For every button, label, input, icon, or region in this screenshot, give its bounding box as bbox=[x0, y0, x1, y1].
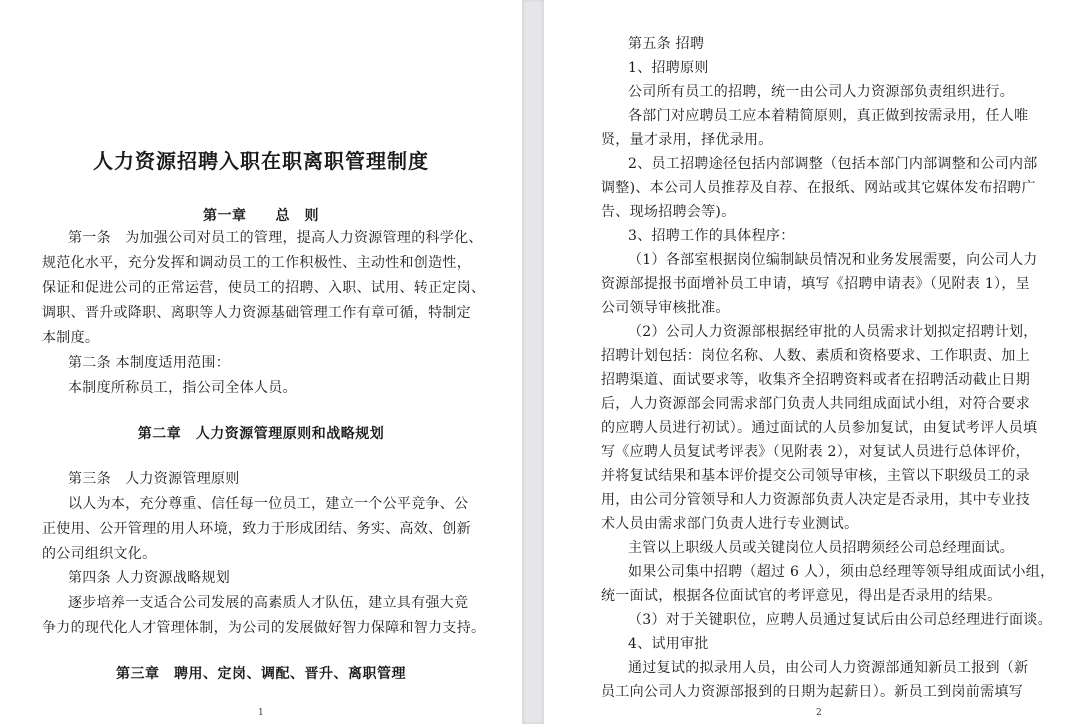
body-line: 招聘渠道、面试要求等，收集齐全招聘资料或者在招聘活动截止日期 bbox=[601, 372, 1030, 388]
article-3-body-line: 以人为本，充分尊重、信任每一位员工，建立一个公平竞争、公 bbox=[68, 496, 469, 512]
body-line: 1、招聘原则 bbox=[628, 60, 709, 76]
chapter-3-heading: 第三章 聘用、定岗、调配、晋升、离职管理 bbox=[116, 666, 406, 682]
document-page-1 bbox=[0, 0, 522, 724]
body-line: 术人员由需求部门负责人进行专业测试。 bbox=[601, 516, 859, 532]
article-2-heading: 第二条 本制度适用范围： bbox=[68, 355, 231, 371]
body-line: （2）公司人力资源部根据经审批的人员需求计划拟定招聘计划， bbox=[628, 324, 1038, 340]
body-line: 贤，量才录用，择优录用。 bbox=[601, 132, 773, 148]
article-3-body-line: 正使用、公开管理的用人环境，致力于形成团结、务实、高效、创新 bbox=[42, 521, 471, 537]
body-line: 并将复试结果和基本评价提交公司领导审核，主管以下职级员工的录 bbox=[601, 468, 1030, 484]
article-1-line: 调职、晋升或降职、离职等人力资源基础管理工作有章可循，特制定 bbox=[42, 305, 471, 321]
body-line: 员工向公司人力资源部报到的日期为起薪日）。新员工到岗前需填写 bbox=[601, 684, 1023, 700]
chapter-1-heading: 第一章 总 则 bbox=[203, 208, 319, 224]
body-line: 写《应聘人员复试考评表》（见附表 2），对复试人员进行总体评价， bbox=[601, 444, 1030, 460]
body-line: 后，人力资源部会同需求部门负责人共同组成面试小组，对符合要求 bbox=[601, 396, 1030, 412]
body-line: 招聘计划包括：岗位名称、人数、素质和资格要求、工作职责、加上 bbox=[601, 348, 1030, 364]
article-5-heading: 第五条 招聘 bbox=[628, 36, 705, 52]
body-line: 各部门对应聘员工应本着精简原则，真正做到按需录用，任人唯 bbox=[628, 108, 1029, 124]
page-number: 1 bbox=[258, 708, 264, 718]
body-line: 2、员工招聘途径包括内部调整（包括本部门内部调整和公司内部 bbox=[628, 156, 1038, 172]
article-1-line: 本制度。 bbox=[42, 330, 100, 346]
body-line: 的应聘人员进行初试）。通过面试的人员参加复试，由复试考评人员填 bbox=[601, 420, 1038, 436]
article-1-line: 规范化水平，充分发挥和调动员工的工作积极性、主动性和创造性， bbox=[42, 255, 471, 271]
article-4-body-line: 争力的现代化人才管理体制，为公司的发展做好智力保障和智力支持。 bbox=[42, 620, 486, 636]
body-line: 3、招聘工作的具体程序： bbox=[628, 228, 795, 244]
body-line: 用，由公司分管领导和人力资源部负责人决定是否录用，其中专业技 bbox=[601, 492, 1030, 508]
article-3-body-line: 的公司组织文化。 bbox=[42, 546, 157, 562]
body-line: 统一面试，根据各位面试官的考评意见，得出是否录用的结果。 bbox=[601, 588, 1002, 604]
article-2-body: 本制度所称员工，指公司全体人员。 bbox=[68, 380, 297, 396]
document-title: 人力资源招聘入职在职离职管理制度 bbox=[93, 149, 429, 173]
body-line: 公司领导审核批准。 bbox=[601, 300, 730, 316]
body-line: （1）各部室根据岗位编制缺员情况和业务发展需要，向公司人力 bbox=[628, 252, 1038, 268]
page-number: 2 bbox=[816, 708, 822, 718]
body-line: 4、试用审批 bbox=[628, 636, 709, 652]
body-line: 公司所有员工的招聘，统一由公司人力资源部负责组织进行。 bbox=[628, 84, 1015, 100]
article-1-line: 第一条 为加强公司对员工的管理，提高人力资源管理的科学化、 bbox=[68, 230, 483, 246]
body-line: 通过复试的拟录用人员，由公司人力资源部通知新员工报到（新 bbox=[628, 660, 1029, 676]
page-gutter bbox=[522, 0, 544, 724]
body-line: （3）对于关键职位，应聘人员通过复试后由公司总经理进行面谈。 bbox=[628, 612, 1052, 628]
body-line: 资源部提报书面增补员工申请，填写《招聘申请表》（见附表 1），呈 bbox=[601, 276, 1030, 292]
article-4-heading: 第四条 人力资源战略规划 bbox=[68, 570, 231, 586]
article-1-line: 保证和促进公司的正常运营，使员工的招聘、入职、试用、转正定岗、 bbox=[42, 280, 486, 296]
body-line: 告、现场招聘会等)。 bbox=[601, 204, 736, 220]
article-3-heading: 第三条 人力资源管理原则 bbox=[68, 471, 240, 487]
article-4-body-line: 逐步培养一支适合公司发展的高素质人才队伍，建立具有强大竞 bbox=[68, 595, 469, 611]
body-line: 调整)、本公司人员推荐及自荐、在报纸、网站或其它媒体发布招聘广 bbox=[601, 180, 1036, 196]
body-line: 主管以上职级人员或关键岗位人员招聘须经公司总经理面试。 bbox=[628, 540, 1015, 556]
document-page-2 bbox=[544, 0, 1080, 724]
chapter-2-heading: 第二章 人力资源管理原则和战略规划 bbox=[137, 426, 385, 442]
body-line: 如果公司集中招聘（超过 6 人），须由总经理等领导组成面试小组， bbox=[628, 564, 1055, 580]
